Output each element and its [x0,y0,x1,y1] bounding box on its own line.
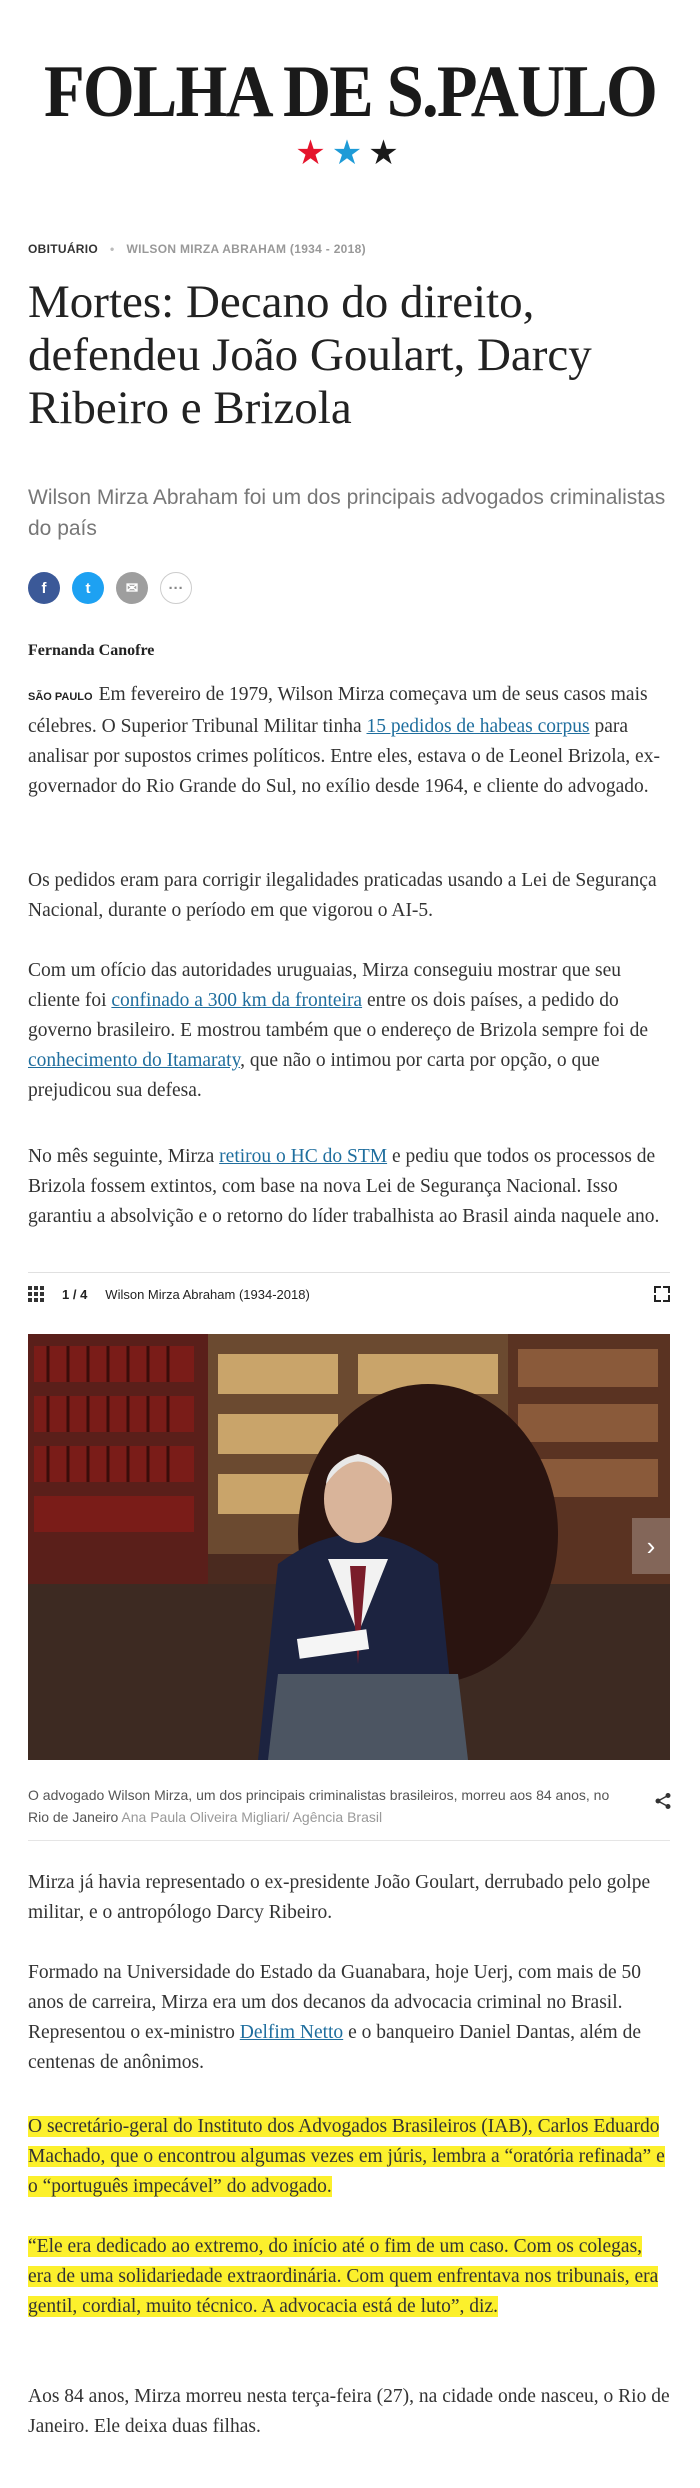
habeas-corpus-link[interactable]: 15 pedidos de habeas corpus [366,716,590,737]
masthead [0,52,700,172]
blue-star-icon: ★ [331,135,369,172]
logo-stars [0,136,700,172]
confinado-link[interactable]: confinado a 300 km da fronteira [111,990,363,1011]
paragraph-9: Aos 84 anos, Mirza morreu nesta terça-feira (27), na cidade onde nasceu, o Rio de Janeiro. Ele deixa duas filhas. [28,2386,670,2437]
email-share-button[interactable] [116,572,148,604]
paragraph-text: para analisar por supostos crimes políticos. Entre eles, estava o de Leonel Brizola, ex-governador do Rio Grande do Sul, no exílio desde 1964, e cliente do advogado. [28,716,660,797]
paragraph-text: e pediu que todos os processos de Brizola fossem extintos, com base na nova Lei de Segurança Nacional. Isso garantiu a absolvição e o retorno do líder trabalhista ao Brasil ainda naquele ano. [28,1146,660,1227]
paragraph-text: entre os dois países, a pedido do governo brasileiro. E mostrou também que o endereço de Brizola sempre foi de [28,990,649,1041]
gallery-counter: 1 / 4 [62,1286,88,1302]
author-byline[interactable]: Fernanda Canofre [28,642,155,659]
paragraph-text: No mês seguinte, Mirza [28,1146,220,1167]
more-icon: ··· [168,579,184,597]
paragraph-text: Formado na Universidade do Estado da Guanabara, hoje Uerj, com mais de 50 anos de carreira, Mirza era um dos decanos da advocacia criminal no Brasil. Representou o ex-ministro [28,1962,641,2043]
fullscreen-icon[interactable] [654,1286,670,1302]
paragraph-text: , que não o intimou por carta por opção, o que prejudicou sua defesa. [28,1050,600,1101]
section-link[interactable]: OBITUÁRIO [28,242,99,256]
paragraph-3 [28,956,670,1106]
paragraph-2: Os pedidos eram para corrigir ilegalidades praticadas usando a Lei de Segurança Nacional, durante o período em que vigorou o AI-5. [28,870,657,921]
paragraph-5: Mirza já havia representado o ex-presidente João Goulart, derrubado pelo golpe militar, e o antropólogo Darcy Ribeiro. [28,1872,651,1923]
lawyer-portrait-image [28,1334,670,1760]
more-share-button[interactable] [160,572,192,604]
delfim-netto-link[interactable]: Delfim Netto [239,2022,344,2043]
paragraph-8 [28,2232,670,2322]
paragraph-1 [28,680,670,802]
photo-credit: Ana Paula Oliveira Migliari/ Agência Brasil [121,1809,383,1825]
kicker-separator: • [110,242,115,256]
gallery-photo[interactable] [28,1334,670,1760]
itamaraty-link[interactable]: conhecimento do Itamaraty [28,1050,241,1071]
folha-logo[interactable]: FOLHA DE S.PAULO [44,51,656,133]
photo-caption [28,1784,628,1828]
dateline: SÃO PAULO [28,691,93,703]
highlighted-text: O secretário-geral do Instituto dos Advogados Brasileiros (IAB), Carlos Eduardo Machado, que o encontrou algumas vezes em júris, lembra a “oratória refinada” e o “português impecável” do advogado. [28,2116,665,2197]
paragraph-7 [28,2112,670,2202]
facebook-icon: f [41,579,47,597]
chevron-right-icon: › [646,1530,656,1561]
subsection-link[interactable]: WILSON MIRZA ABRAHAM (1934 - 2018) [126,242,366,256]
gallery-title: Wilson Mirza Abraham (1934-2018) [105,1286,310,1302]
paragraph-4 [28,1142,670,1232]
black-star-icon: ★ [368,135,405,172]
email-icon: ✉ [125,580,139,597]
hc-stm-link[interactable]: retirou o HC do STM [219,1146,388,1167]
red-star-icon: ★ [295,135,332,172]
paragraph-text: e o banqueiro Daniel Dantas, além de centenas de anônimos. [28,2022,641,2073]
share-photo-icon[interactable] [654,1792,672,1810]
paragraph-6 [28,1958,670,2078]
article-standfirst: Wilson Mirza Abraham foi um dos principais advogados criminalistas do país [28,486,666,540]
facebook-share-button[interactable] [28,572,60,604]
twitter-icon: t [85,579,91,597]
paragraph-text: Com um ofício das autoridades uruguaias, Mirza conseguiu mostrar que seu cliente foi [28,960,621,1011]
highlighted-quote: “Ele era dedicado ao extremo, do início até o fim de um caso. Com os colegas, era de uma solidariedade extraordinária. Com quem enfrentava nos tribunais, era gentil, cordial, muito técnico. A advocacia está de luto”, diz. [28,2236,659,2317]
photo-gallery-toolbar [28,1272,670,1315]
article-headline: Mortes: Decano do direito, defendeu João Goulart, Darcy Ribeiro e Brizola [28,276,592,434]
twitter-share-button[interactable] [72,572,104,604]
caption-divider [28,1840,670,1841]
gallery-next-button[interactable] [632,1518,670,1574]
gallery-grid-icon[interactable] [28,1286,44,1302]
caption-text: O advogado Wilson Mirza, um dos principais criminalistas brasileiros, morreu aos 84 anos, no Rio de Janeiro [28,1787,610,1825]
paragraph-text: Em fevereiro de 1979, Wilson Mirza começava um de seus casos mais célebres. O Superior Tribunal Militar tinha [28,684,648,737]
share-bar [28,572,670,604]
article-kicker [28,242,670,256]
